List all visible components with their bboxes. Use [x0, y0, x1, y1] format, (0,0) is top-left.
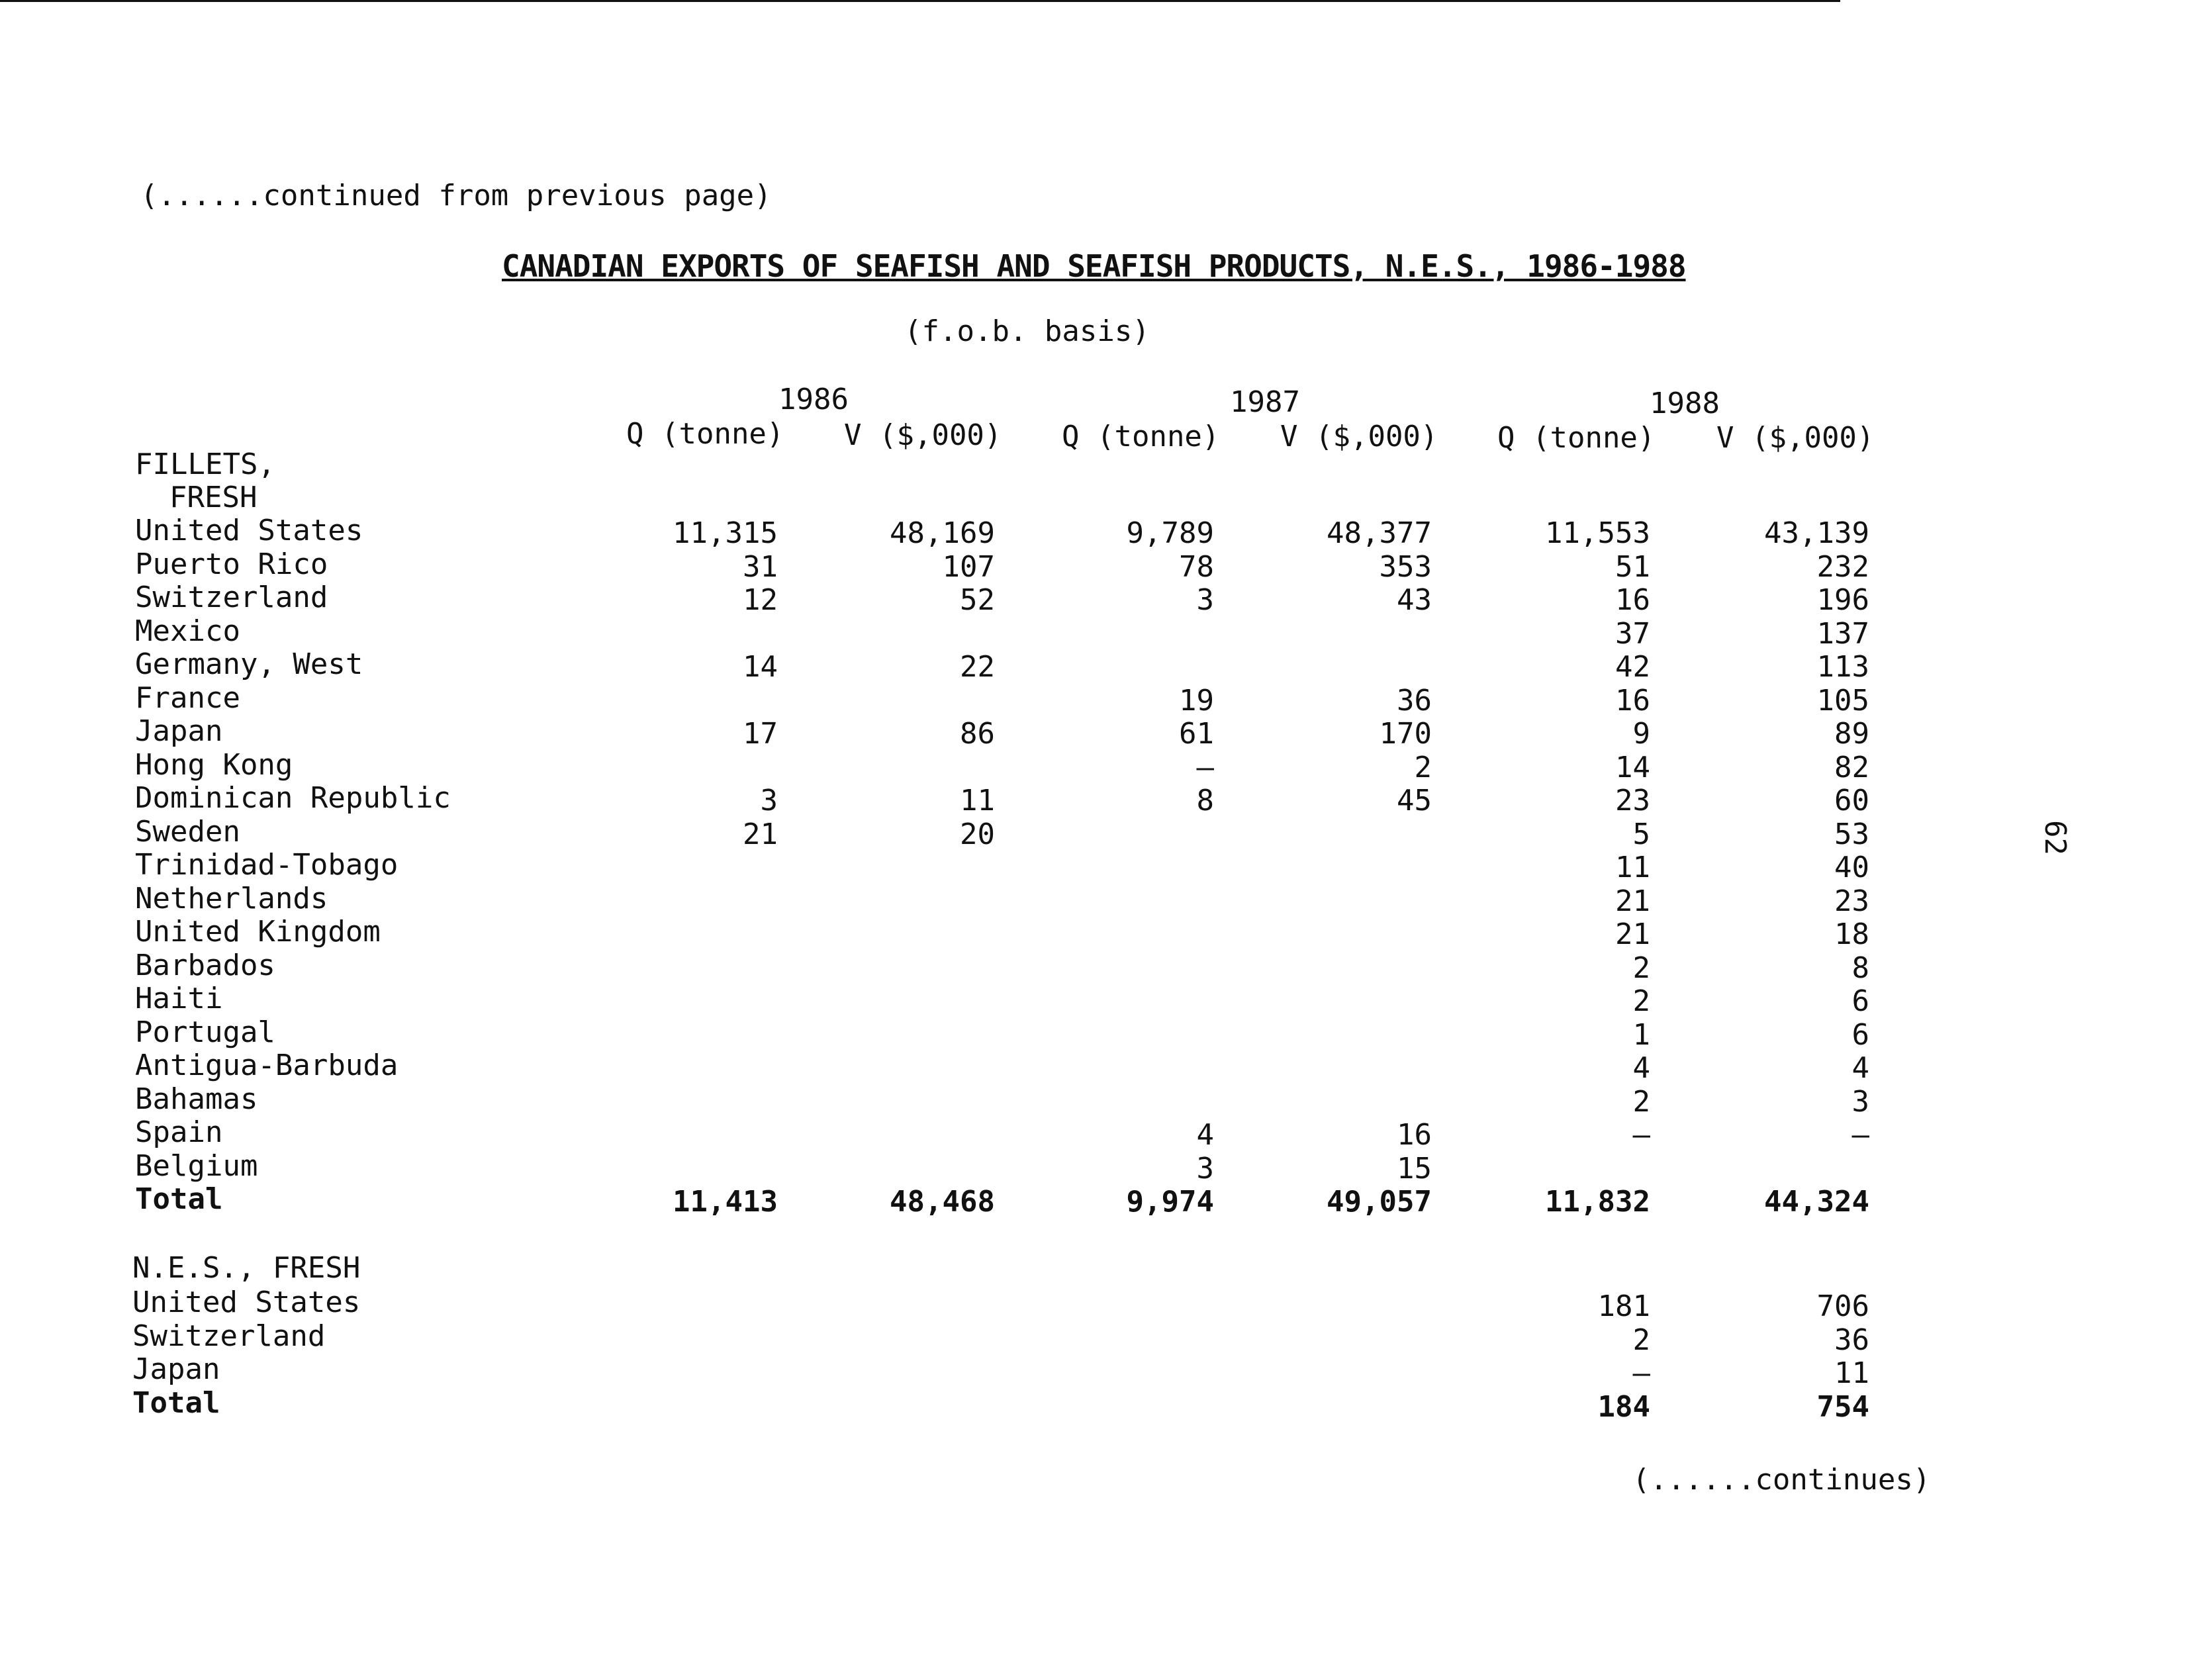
table-cell-v86: 107 [942, 550, 995, 584]
table-cell-v87: 48,377 [1327, 516, 1432, 550]
table-cell-v87: 170 [1379, 717, 1432, 751]
table-cell-q88: 181 [1597, 1289, 1650, 1323]
table-cell-q88: 1 [1632, 1018, 1650, 1052]
table-row-country: Haiti [135, 982, 223, 1015]
table-cell-v87: 353 [1379, 550, 1432, 584]
table-cell-v88: 18 [1834, 917, 1869, 951]
year-1988-header: 1988 [1650, 387, 1720, 420]
section-fillets-label: FILLETS, [135, 447, 275, 481]
year-1986-header: 1986 [778, 383, 849, 416]
table-cell-v87: 45 [1397, 784, 1432, 817]
total-cell-v88: 44,324 [1764, 1185, 1869, 1219]
table-cell-v88: – [1851, 1118, 1869, 1152]
continued-note: (......continued from previous page) [140, 179, 772, 212]
table-cell-v88: 8 [1851, 951, 1869, 985]
table-cell-q88: 16 [1615, 583, 1650, 617]
table-cell-v88: 60 [1834, 784, 1869, 817]
table-cell-v88: 706 [1816, 1289, 1869, 1323]
total-row-label: Total [132, 1386, 220, 1420]
table-cell-v87: 16 [1397, 1118, 1432, 1152]
section-nes-fresh-label: N.E.S., FRESH [132, 1251, 361, 1285]
table-cell-q88: 2 [1632, 1085, 1650, 1119]
table-row-country: United States [132, 1285, 361, 1319]
table-row-country: Trinidad-Tobago [135, 848, 398, 882]
col-header-v-1986: V ($,000) [844, 418, 1002, 452]
table-row-country: United States [135, 514, 363, 547]
table-cell-q87: 4 [1196, 1118, 1214, 1152]
table-cell-v88: 3 [1851, 1085, 1869, 1119]
table-cell-q86: 17 [743, 717, 778, 751]
table-row-country: France [135, 681, 240, 715]
table-cell-q88: 42 [1615, 650, 1650, 684]
table-cell-v86: 20 [960, 817, 995, 851]
table-cell-v88: 89 [1834, 717, 1869, 751]
table-cell-q88: 51 [1615, 550, 1650, 584]
table-cell-v87: 36 [1397, 684, 1432, 718]
table-cell-v88: 6 [1851, 1018, 1869, 1052]
col-header-q-1988: Q (tonne) [1497, 421, 1656, 455]
table-cell-q87: 3 [1196, 583, 1214, 617]
table-row-country: Japan [135, 714, 223, 748]
table-row-country: Dominican Republic [135, 781, 451, 815]
table-cell-v88: 105 [1816, 684, 1869, 718]
top-border-line [0, 0, 1840, 2]
table-cell-q87: 8 [1196, 784, 1214, 817]
table-row-country: Belgium [135, 1149, 258, 1183]
table-cell-q88: 37 [1615, 617, 1650, 651]
col-header-v-1988: V ($,000) [1716, 421, 1875, 455]
table-cell-q88: 5 [1632, 817, 1650, 851]
table-cell-q87: 61 [1179, 717, 1214, 751]
table-cell-q86: 11,315 [673, 516, 778, 550]
table-row-country: Netherlands [135, 882, 328, 915]
table-cell-q88: 16 [1615, 684, 1650, 718]
table-cell-q88: 14 [1615, 751, 1650, 784]
continues-note: (......continues) [1632, 1463, 1931, 1497]
table-row-country: Switzerland [132, 1319, 326, 1353]
table-cell-q88: 11,553 [1545, 516, 1650, 550]
table-cell-q87: 9,789 [1126, 516, 1214, 550]
table-cell-v86: 11 [960, 784, 995, 817]
table-cell-v86: 48,169 [890, 516, 995, 550]
table-cell-q86: 12 [743, 583, 778, 617]
table-row-country: United Kingdom [135, 915, 381, 949]
table-cell-q88: – [1632, 1118, 1650, 1152]
table-cell-q86: 14 [743, 650, 778, 684]
table-cell-v88: 11 [1834, 1356, 1869, 1390]
table-cell-v88: 40 [1834, 851, 1869, 884]
table-cell-q87: 19 [1179, 684, 1214, 718]
table-row-country: Sweden [135, 815, 240, 849]
table-cell-q88: 21 [1615, 917, 1650, 951]
total-row-label: Total [135, 1182, 223, 1216]
total-cell-q87: 9,974 [1126, 1185, 1214, 1219]
total-cell-v87: 49,057 [1327, 1185, 1432, 1219]
table-cell-q86: 31 [743, 550, 778, 584]
table-cell-q88: 4 [1632, 1051, 1650, 1085]
col-header-v-1987: V ($,000) [1280, 420, 1438, 453]
table-row-country: Hong Kong [135, 748, 293, 782]
table-cell-v88: 232 [1816, 550, 1869, 584]
table-cell-v86: 22 [960, 650, 995, 684]
table-cell-q86: 3 [760, 784, 778, 817]
table-cell-v88: 137 [1816, 617, 1869, 651]
table-cell-v86: 86 [960, 717, 995, 751]
table-cell-q88: 2 [1632, 984, 1650, 1018]
table-cell-v88: 43,139 [1764, 516, 1869, 550]
table-cell-q88: 2 [1632, 951, 1650, 985]
total-cell-v88: 754 [1816, 1390, 1869, 1424]
table-row-country: Puerto Rico [135, 547, 328, 581]
table-cell-v87: 15 [1397, 1152, 1432, 1186]
table-row-country: Portugal [135, 1015, 275, 1049]
table-row-country: Spain [135, 1115, 223, 1149]
table-cell-v88: 23 [1834, 884, 1869, 918]
table-cell-q86: 21 [743, 817, 778, 851]
document-subtitle: (f.o.b. basis) [904, 314, 1150, 348]
table-row-country: Bahamas [135, 1082, 258, 1116]
table-row-country: Mexico [135, 614, 240, 648]
table-cell-q88: 9 [1632, 717, 1650, 751]
table-cell-q88: – [1632, 1356, 1650, 1390]
table-cell-v88: 6 [1851, 984, 1869, 1018]
table-cell-v88: 82 [1834, 751, 1869, 784]
table-cell-v86: 52 [960, 583, 995, 617]
page-number: 62 [2037, 820, 2072, 855]
table-cell-q87: 78 [1179, 550, 1214, 584]
year-1987-header: 1987 [1230, 385, 1300, 419]
col-header-q-1987: Q (tonne) [1062, 420, 1220, 453]
table-cell-v87: 43 [1397, 583, 1432, 617]
table-cell-q88: 11 [1615, 851, 1650, 884]
table-cell-q87: – [1196, 751, 1214, 784]
total-cell-q88: 184 [1597, 1390, 1650, 1424]
table-row-country: Switzerland [135, 581, 328, 614]
total-cell-q88: 11,832 [1545, 1185, 1650, 1219]
table-cell-q88: 21 [1615, 884, 1650, 918]
table-row-country: Antigua-Barbuda [135, 1049, 398, 1082]
table-cell-v87: 2 [1414, 751, 1432, 784]
document-title: CANADIAN EXPORTS OF SEAFISH AND SEAFISH PRODUCTS, N.E.S., 1986-1988 [502, 248, 1686, 284]
total-cell-q86: 11,413 [673, 1185, 778, 1219]
section-fresh-label: FRESH [169, 481, 258, 514]
table-row-country: Barbados [135, 949, 275, 982]
table-cell-v88: 113 [1816, 650, 1869, 684]
table-cell-v88: 53 [1834, 817, 1869, 851]
table-cell-v88: 4 [1851, 1051, 1869, 1085]
table-cell-q87: 3 [1196, 1152, 1214, 1186]
table-cell-v88: 196 [1816, 583, 1869, 617]
total-cell-v86: 48,468 [890, 1185, 995, 1219]
table-cell-q88: 23 [1615, 784, 1650, 817]
col-header-q-1986: Q (tonne) [626, 417, 784, 451]
table-cell-q88: 2 [1632, 1323, 1650, 1357]
table-row-country: Japan [132, 1352, 220, 1386]
table-cell-v88: 36 [1834, 1323, 1869, 1357]
table-row-country: Germany, West [135, 647, 363, 681]
